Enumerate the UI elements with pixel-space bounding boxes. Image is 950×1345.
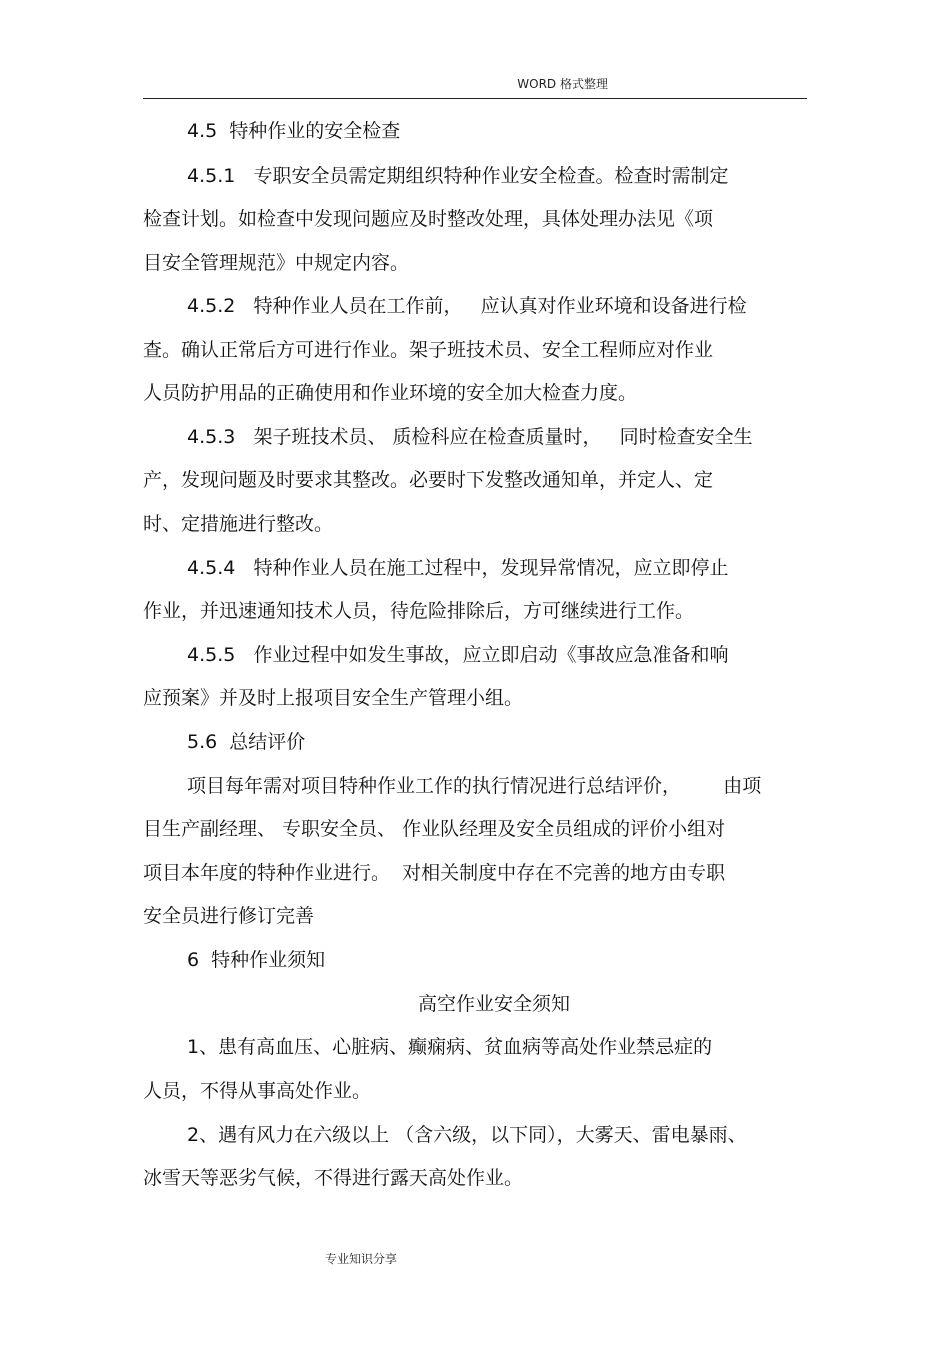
paragraph-5-6-line-4: 安全员进行修订完善 [143,905,315,927]
item-2-line-2: 冰雪天等恶劣气候，不得进行露天高处作业。 [143,1167,524,1189]
paragraph-4-5-3-line-2: 产，发现问题及时要求其整改。必要时下发整改通知单，并定人、定 [143,469,714,491]
section-heading-6: 6 特种作业须知 [187,949,326,971]
paragraph-4-5-3-line-3: 时、定措施进行整改。 [143,513,334,535]
item-1-line-1: 1、患有高血压、心脏病、癫痫病、贫血病等高处作业禁忌症的 [187,1036,713,1058]
paragraph-5-6-line-3: 项目本年度的特种作业进行。 对相关制度中存在不完善的地方由专职 [143,862,726,884]
paragraph-4-5-2-line-2: 查。确认正常后方可进行作业。架子班技术员、安全工程师应对作业 [143,339,714,361]
paragraph-4-5-4-line-2: 作业，并迅速通知技术人员，待危险排除后，方可继续进行工作。 [143,600,695,622]
paragraph-5-6-line-2: 目生产副经理、 专职安全员、 作业队经理及安全员组成的评价小组对 [143,818,726,840]
section-heading-4-5: 4.5 特种作业的安全检查 [187,120,401,142]
subsection-title: 高空作业安全须知 [417,993,570,1015]
section-heading-5-6: 5.6 总结评价 [187,731,306,753]
paragraph-4-5-2-line-3: 人员防护用品的正确使用和作业环境的安全加大检查力度。 [143,382,638,404]
header-text: WORD 格式整理 [517,77,608,91]
item-1-line-2: 人员，不得从事高处作业。 [143,1080,372,1102]
paragraph-4-5-5-line-1: 4.5.5 作业过程中如发生事故，应立即启动《事故应急准备和响 [187,644,729,666]
paragraph-4-5-2-line-1: 4.5.2 特种作业人员在工作前， 应认真对作业环境和设备进行检 [187,295,747,317]
paragraph-4-5-1-line-3: 目安全管理规范》中规定内容。 [143,252,410,274]
paragraph-4-5-1-line-2: 检查计划。如检查中发现问题应及时整改处理，具体处理办法见《项 [143,208,714,230]
paragraph-4-5-3-line-1: 4.5.3 架子班技术员、 质检科应在检查质量时， 同时检查安全生 [187,426,753,448]
paragraph-4-5-5-line-2: 应预案》并及时上报项目安全生产管理小组。 [143,687,524,709]
paragraph-4-5-4-line-1: 4.5.4 特种作业人员在施工过程中，发现异常情况，应立即停止 [187,557,729,579]
page-footer: 专业知识分享 [325,1252,398,1266]
page-header [143,76,807,99]
paragraph-5-6-line-1: 项目每年需对项目特种作业工作的执行情况进行总结评价， 由项 [187,775,762,797]
item-2-line-1: 2、遇有风力在六级以上 （含六级，以下同），大雾天、雷电暴雨、 [187,1124,747,1146]
paragraph-4-5-1-line-1: 4.5.1 专职安全员需定期组织特种作业安全检查。检查时需制定 [187,165,729,187]
